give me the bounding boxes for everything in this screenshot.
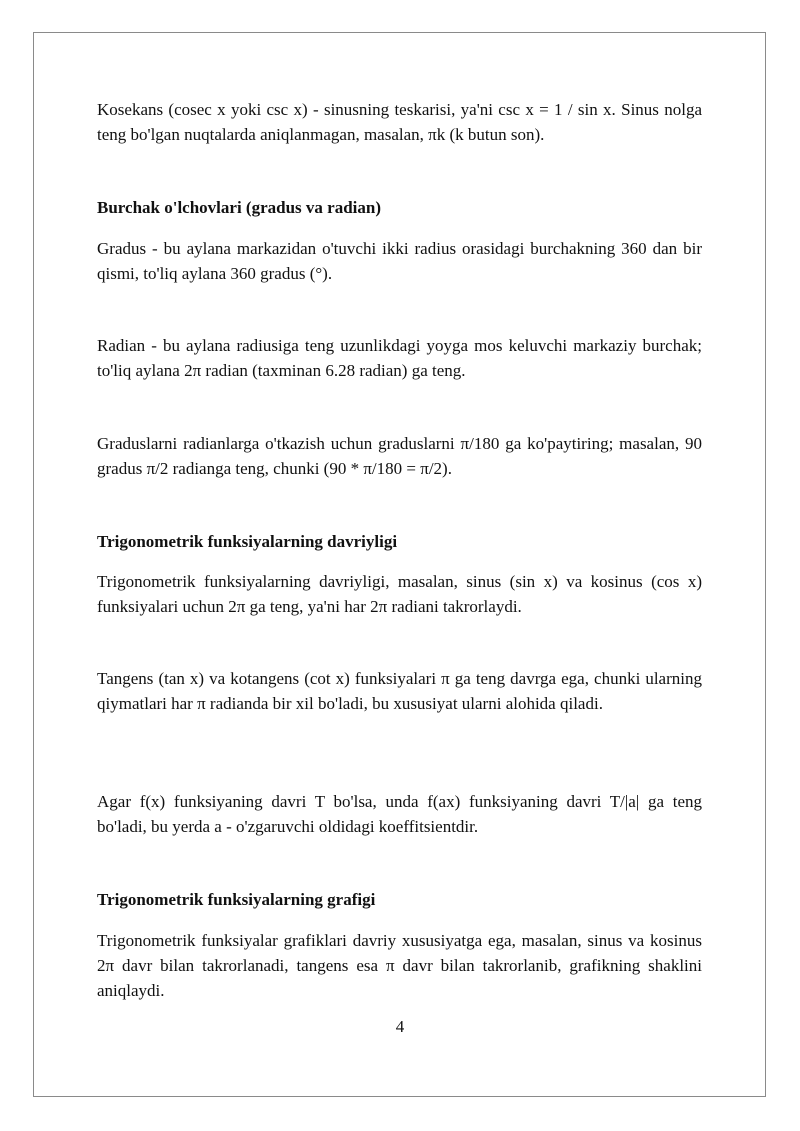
paragraph-kosekans: Kosekans (cosec x yoki csc x) - sinusning teskarisi, ya'ni csc x = 1 / sin x. Sinus nolga teng bo'lgan nuqtalarda aniqlanmagan, masalan, πk (k butun son). [97,100,702,144]
paragraph-conversion: Graduslarni radianlarga o'tkazish uchun graduslarni π/180 ga ko'paytiring; masalan, 90 gradus π/2 radianga teng, chunki (90 * π/180 = π/2). [97,434,702,478]
paragraph-graphs: Trigonometrik funksiyalar grafiklari davriy xususiyatga ega, masalan, sinus va kosinus 2π davr bilan takrorlanadi, tangens esa π davr bilan takrorlanib, grafikning shaklini aniqlaydi. [97,931,702,1000]
paragraph-periodicity: Trigonometrik funksiyalarning davriyligi, masalan, sinus (sin x) va kosinus (cos x) funksiyalari uchun 2π ga teng, ya'ni har 2π radiani takrorlaydi. [97,572,702,616]
heading-angle-measures: Burchak o'lchovlari (gradus va radian) [97,198,381,217]
page-number: 4 [395,1017,405,1036]
paragraph-radian: Radian - bu aylana radiusiga teng uzunlikdagi yoyga mos keluvchi markaziy burchak; to'liq aylana 2π radian (taxminan 6.28 radian) ga teng. [97,336,702,380]
paragraph-tangent-period: Tangens (tan x) va kotangens (cot x) funksiyalari π ga teng davrga ega, chunki ularning qiymatlari har π radianda bir xil bo'ladi, bu xususiyat ularni alohida qiladi. [97,669,702,713]
heading-periodicity: Trigonometrik funksiyalarning davriyligi [97,532,398,551]
paragraph-gradus: Gradus - bu aylana markazidan o'tuvchi ikki radius orasidagi burchakning 360 dan bir qismi, to'liq aylana 360 gradus (°). [97,239,702,283]
heading-graphs: Trigonometrik funksiyalarning grafigi [97,890,376,909]
paragraph-scaled-period: Agar f(x) funksiyaning davri T bo'lsa, unda f(ax) funksiyaning davri T/|a| ga teng bo'ladi, bu yerda a - o'zgaruvchi oldidagi koeffitsientdir. [97,792,702,836]
